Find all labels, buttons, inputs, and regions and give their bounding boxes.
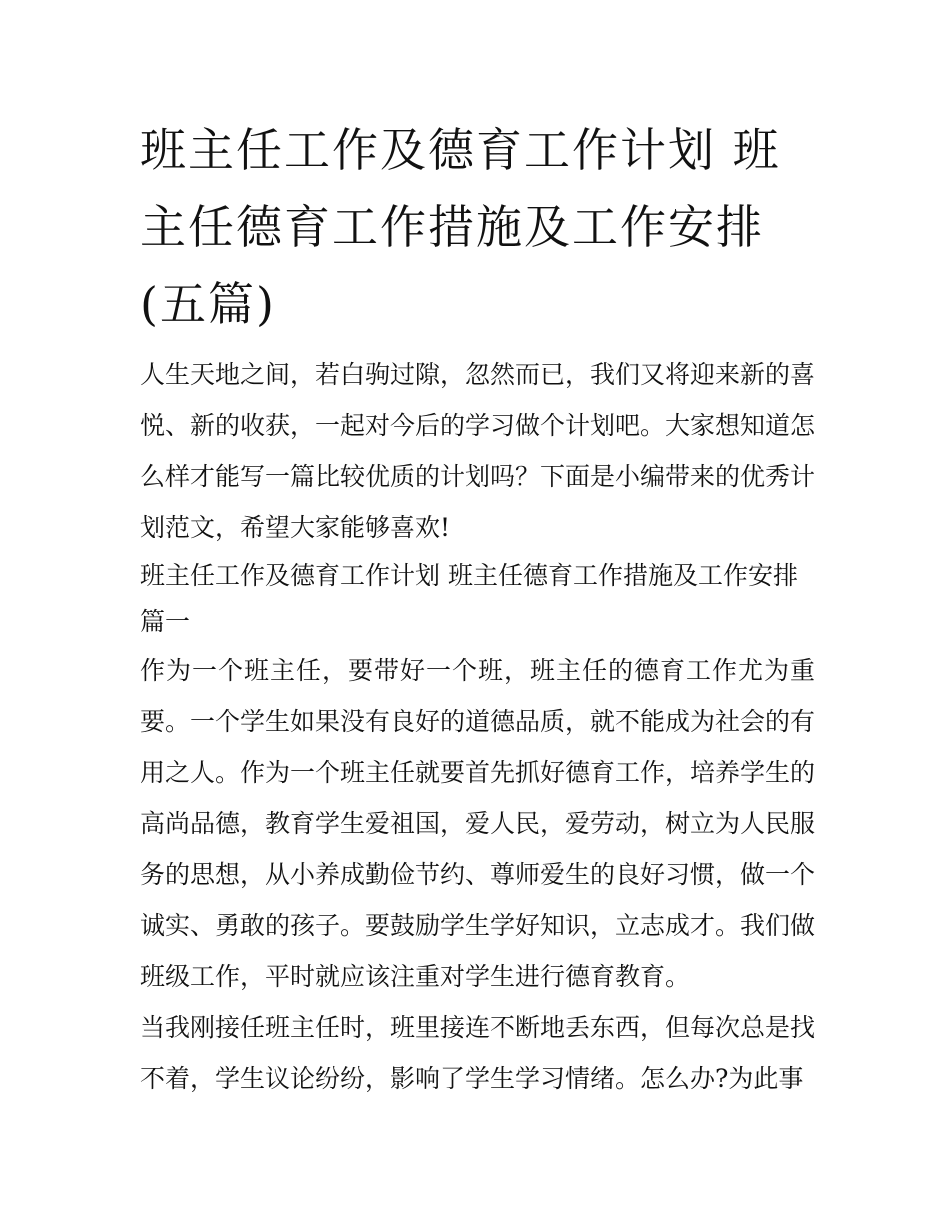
body-paragraph-2: 当我刚接任班主任时，班里接连不断地丢东西，但每次总是找不着，学生议论纷纷，影响了学生学习情绪。怎么办?为此事: [140, 1013, 816, 1093]
document-title: 班主任工作及德育工作计划 班主任德育工作措施及工作安排(五篇): [140, 123, 781, 331]
document-page: [140, 112, 815, 1104]
intro-paragraph: 人生天地之间，若白驹过隙，忽然而已，我们又将迎来新的喜悦、新的收获，一起对今后的学习做个计划吧。大家想知道怎么样才能写一篇比较优质的计划吗？下面是小编带来的优秀计划范文，希望大家能够喜欢!: [140, 360, 816, 542]
body-paragraph-1: 作为一个班主任，要带好一个班，班主任的德育工作尤为重要。一个学生如果没有良好的道德品质，就不能成为社会的有用之人。作为一个班主任就要首先抓好德育工作，培养学生的高尚品德，教育学生爱祖国，爱人民，爱劳动，树立为人民服务的思想，从小养成勤俭节约、尊师爱生的良好习惯，做一个诚实、勇敢的孩子。要鼓励学生学好知识，立志成才。我们做班级工作，平时就应该注重对学生进行德育教育。: [140, 656, 816, 991]
section-heading: 班主任工作及德育工作计划 班主任德育工作措施及工作安排篇一: [140, 561, 798, 636]
